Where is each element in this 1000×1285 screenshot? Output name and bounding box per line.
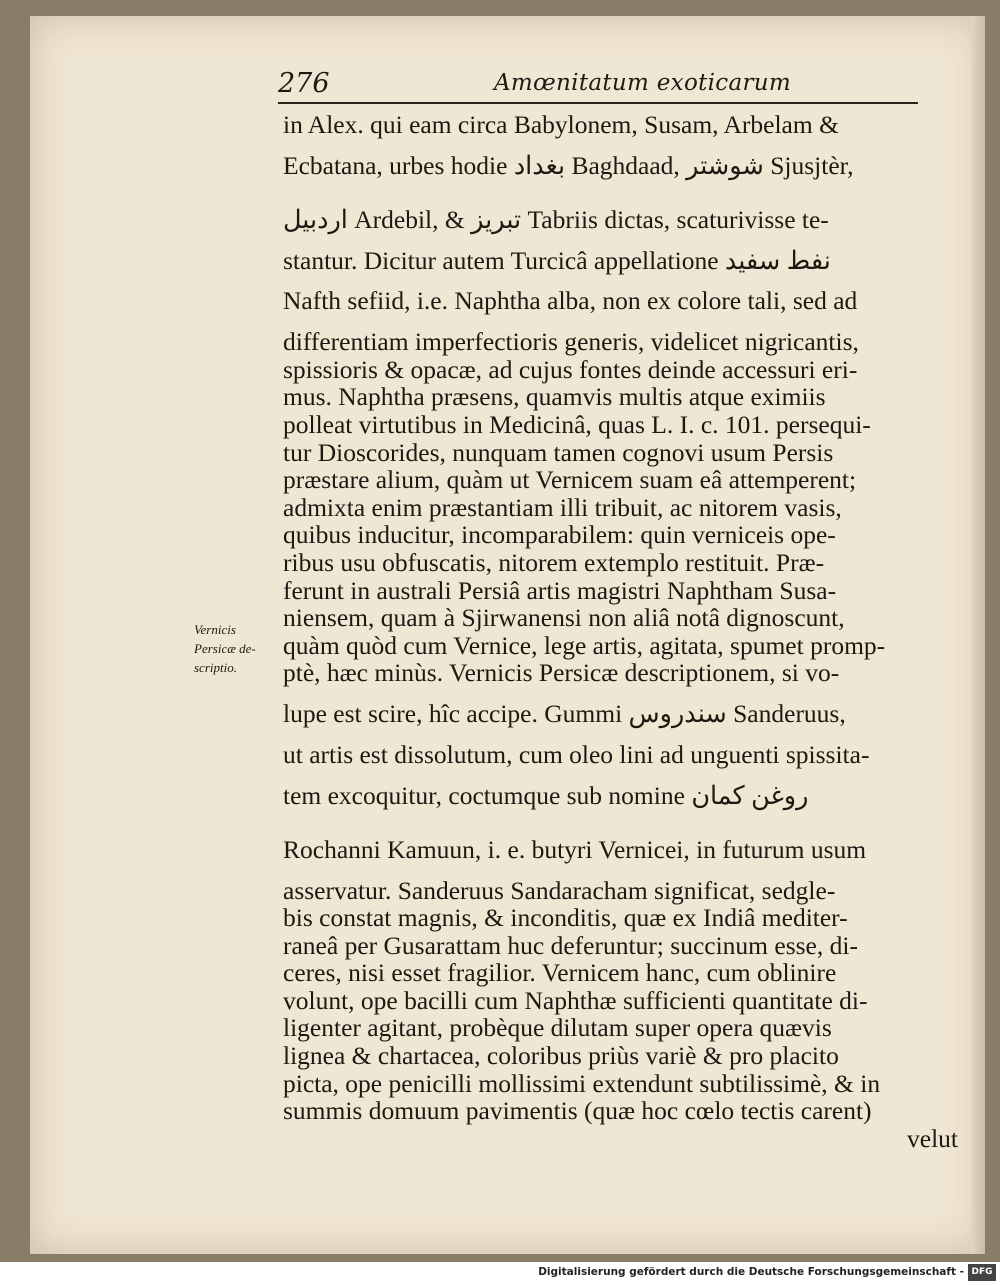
text-line: stantur. Dicitur autem Turcicâ appellatione نفط سفيد [283,245,831,275]
marginal-note [194,620,286,677]
running-head: Amœnitatum exoticarum [494,70,792,96]
page-number: 276 [278,68,330,99]
text-line: bis constat magnis, & inconditis, quæ ex Indiâ mediter- [283,903,848,933]
text-line: اردبيل Ardebil, & تبريز Tabriis dictas, scaturivisse te- [283,204,829,234]
page-header [278,62,918,104]
text-line: mus. Naphtha præsens, quamvis multis atque eximiis [283,382,826,412]
text-line: Ecbatana, urbes hodie بغداد Baghdaad, شوشتر Sjusjtèr, [283,150,854,180]
body-text [283,111,958,1152]
text-line: quibus inducitur, incomparabilem: quin verniceis ope- [283,520,836,550]
text-line: ceres, nisi esset fragilior. Vernicem hanc, cum oblinire [283,958,837,988]
marginal-note-line: Vernicis [194,622,236,637]
text-line: lignea & chartacea, coloribus priùs variè & pro placito [283,1041,839,1071]
catchword: velut [907,1123,958,1153]
text-line: differentiam imperfectioris generis, videlicet nigricantis, [283,327,859,357]
text-line: spissioris & opacæ, ad cujus fontes deinde accessuri eri- [283,354,858,384]
text-line: in Alex. qui eam circa Babylonem, Susam, Arbelam & [283,110,839,139]
footer-bar [0,1262,1000,1285]
text-line: tem excoquitur, coctumque sub nomine روغن كمان [283,780,809,810]
text-line: asservatur. Sanderuus Sandaracham significat, sedgle- [283,875,836,905]
text-line: raneâ per Gusarattam huc deferuntur; succinum esse, di- [283,930,858,960]
text-line: ut artis est dissolutum, cum oleo lini ad unguenti spissita- [283,739,870,769]
text-line: polleat virtutibus in Medicinâ, quas L. I. c. 101. persequi- [283,409,871,439]
text-line: admixta enim præstantiam illi tribuit, ac nitorem vasis, [283,492,842,522]
text-line: ribus usu obfuscatis, nitorem extemplo restituit. Præ- [283,547,825,577]
text-line: picta, ope penicilli mollissimi extendunt subtilissimè, & in [283,1068,881,1098]
text-line: lupe est scire, hîc accipe. Gummi سندروس Sanderuus, [283,698,846,728]
text-line: ligenter agitant, probèque dilutam super opera quævis [283,1013,832,1043]
text-line: ferunt in australi Persiâ artis magistri Naphtham Susa- [283,575,837,605]
text-line: Nafth sefiid, i.e. Naphtha alba, non ex colore tali, sed ad [283,286,858,316]
dfg-logo: DFG [968,1264,996,1281]
funding-notice: Digitalisierung gefördert durch die Deutsche Forschungsgemeinschaft - [538,1266,964,1278]
text-line: tur Dioscorides, nunquam tamen cognovi usum Persis [283,437,834,467]
text-line: præstare alium, quàm ut Vernicem suam eâ attemperent; [283,465,857,495]
text-line: ptè, hæc minùs. Vernicis Persicæ descriptionem, si vo- [283,658,840,688]
text-line: niensem, quam à Sjirwanensi non aliâ notâ dignoscunt, [283,603,845,633]
text-line: Rochanni Kamuun, i. e. butyri Vernicei, in futurum usum [283,834,867,864]
text-line: quàm quòd cum Vernice, lege artis, agitata, spumet promp- [283,630,886,660]
marginal-note-line: scriptio. [194,660,237,675]
text-line: summis domuum pavimentis (quæ hoc cœlo tectis carent) [283,1096,872,1126]
text-line: volunt, ope bacilli cum Naphthæ sufficienti quantitate di- [283,985,868,1015]
marginal-note-line: Persicæ de- [194,641,256,656]
page-edge [971,16,985,1254]
